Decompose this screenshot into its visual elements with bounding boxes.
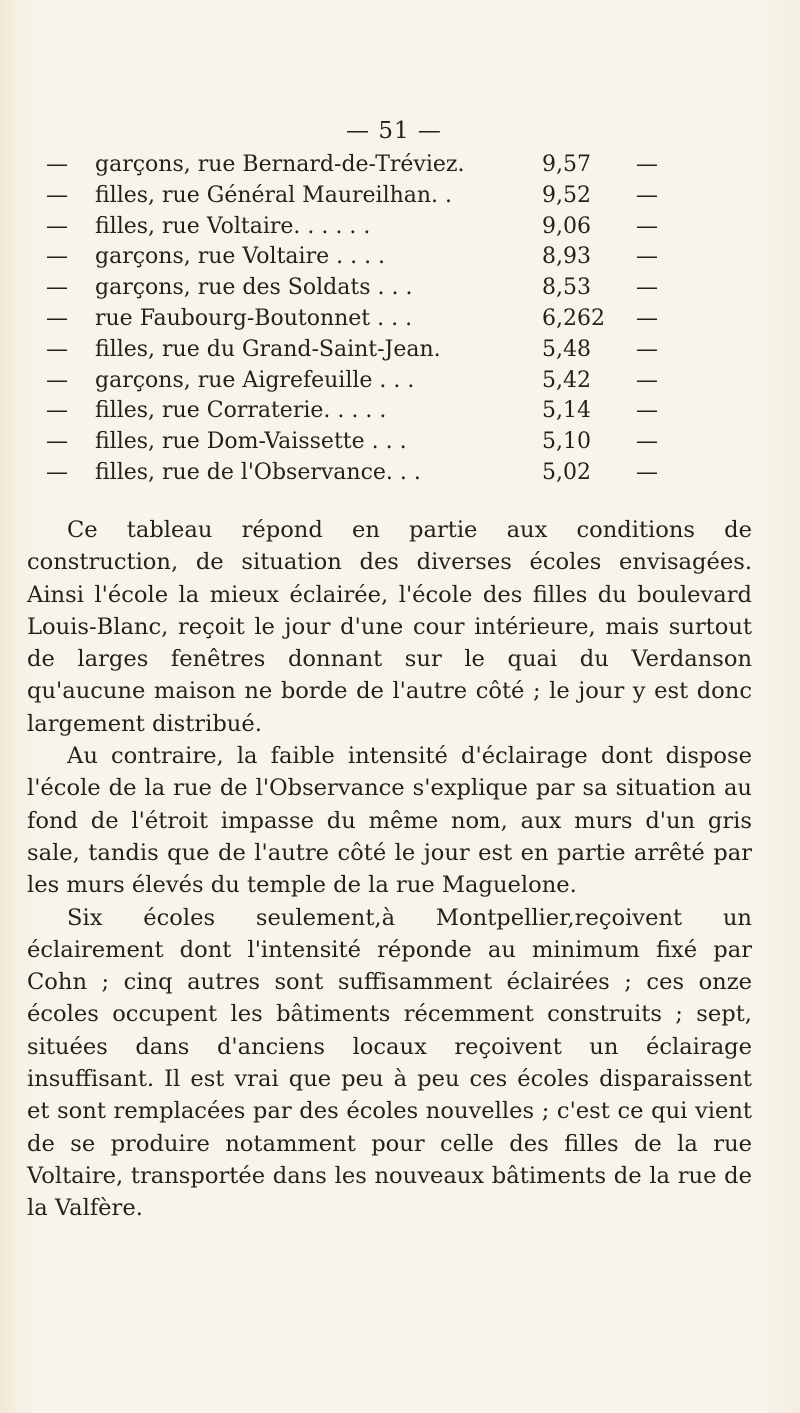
school-label: filles, rue Corraterie. . . . . xyxy=(95,398,387,424)
illumination-value: 9,06 xyxy=(542,213,591,239)
illumination-value: 5,14 xyxy=(542,398,591,424)
table-row xyxy=(0,242,800,273)
table-row xyxy=(0,304,800,335)
table-row xyxy=(0,427,800,458)
row-dash-left: — xyxy=(46,398,68,424)
paragraph: Ce tableau répond en partie aux conditions de construction, de situation des diverses écoles envisagées. Ainsi l'école la mieux éclairée, l'école des filles du boulevard Louis-Blanc, reçoit le jour d'une cour intérieure, mais surtout de larges fenêtres donnant sur le quai du Verdanson qu'aucune maison ne borde de l'autre côté ; le jour y est donc largement distribué. xyxy=(27,517,752,737)
illumination-table xyxy=(0,150,800,489)
table-row xyxy=(0,458,800,489)
row-dash-right: — xyxy=(636,244,658,270)
row-dash-right: — xyxy=(636,152,658,177)
illumination-value: 9,57 xyxy=(542,152,591,177)
school-label: rue Faubourg-Boutonnet . . . xyxy=(95,305,413,331)
school-label: garçons, rue Aigrefeuille . . . xyxy=(95,367,415,393)
illumination-value: 5,42 xyxy=(542,367,591,393)
illumination-value: 5,02 xyxy=(542,459,591,485)
row-dash-left: — xyxy=(46,182,68,208)
illumination-value: 5,48 xyxy=(542,336,591,362)
row-dash-left: — xyxy=(46,244,68,270)
illumination-value: 5,10 xyxy=(542,429,591,455)
row-dash-right: — xyxy=(636,275,658,301)
row-dash-left: — xyxy=(46,305,68,331)
body-text xyxy=(27,514,752,1225)
school-label: garçons, rue des Soldats . . . xyxy=(95,275,413,301)
table-row xyxy=(0,335,800,366)
table-row xyxy=(0,396,800,427)
paragraph: Au contraire, la faible intensité d'éclairage dont dispose l'école de la rue de l'Observance s'explique par sa situation au fond de l'étroit impasse du même nom, aux murs d'un gris sale, tandis que de l'autre côté le jour est en partie arrêté par les murs élevés du temple de la rue Maguelone. xyxy=(27,743,752,899)
row-dash-right: — xyxy=(636,398,658,424)
school-label: filles, rue Dom-Vaissette . . . xyxy=(95,429,407,455)
school-label: garçons, rue Bernard-de-Tréviez. xyxy=(95,152,465,177)
table-row xyxy=(0,273,800,304)
school-label: filles, rue de l'Observance. . . xyxy=(95,459,421,485)
school-label: filles, rue Voltaire. . . . . . xyxy=(95,213,371,239)
row-dash-left: — xyxy=(46,275,68,301)
row-dash-right: — xyxy=(636,459,658,485)
page-number: — 51 — xyxy=(346,118,442,144)
row-dash-left: — xyxy=(46,459,68,485)
row-dash-right: — xyxy=(636,213,658,239)
row-dash-right: — xyxy=(636,367,658,393)
illumination-value: 9,52 xyxy=(542,182,591,208)
row-dash-left: — xyxy=(46,336,68,362)
table-row xyxy=(0,212,800,243)
illumination-value: 8,93 xyxy=(542,244,591,270)
paragraph: Six écoles seulement,à Montpellier,reçoivent un éclairement dont l'intensité réponde au minimum fixé par Cohn ; cinq autres sont suffisamment éclairées ; ces onze écoles occupent les bâtiments récemment construits ; sept, situées dans d'anciens locaux reçoivent un éclairage insuffisant. Il est vrai que peu à peu ces écoles disparaissent et sont remplacées par des écoles nouvelles ; c'est ce qui vient de se produire notamment pour celle des filles de la rue Voltaire, transportée dans les nouveaux bâtiments de la rue de la Valfère. xyxy=(27,904,752,1222)
table-row xyxy=(0,150,800,181)
row-dash-left: — xyxy=(46,429,68,455)
row-dash-right: — xyxy=(636,429,658,455)
row-dash-left: — xyxy=(46,152,68,177)
row-dash-right: — xyxy=(636,336,658,362)
row-dash-left: — xyxy=(46,367,68,393)
row-dash-left: — xyxy=(46,213,68,239)
school-label: filles, rue Général Maureilhan. . xyxy=(95,182,453,208)
row-dash-right: — xyxy=(636,182,658,208)
table-row xyxy=(0,181,800,212)
table-row xyxy=(0,366,800,397)
illumination-value: 8,53 xyxy=(542,275,591,301)
illumination-value: 6,262 xyxy=(542,305,605,331)
school-label: filles, rue du Grand-Saint-Jean. xyxy=(95,336,441,362)
row-dash-right: — xyxy=(636,305,658,331)
school-label: garçons, rue Voltaire . . . . xyxy=(95,244,386,270)
